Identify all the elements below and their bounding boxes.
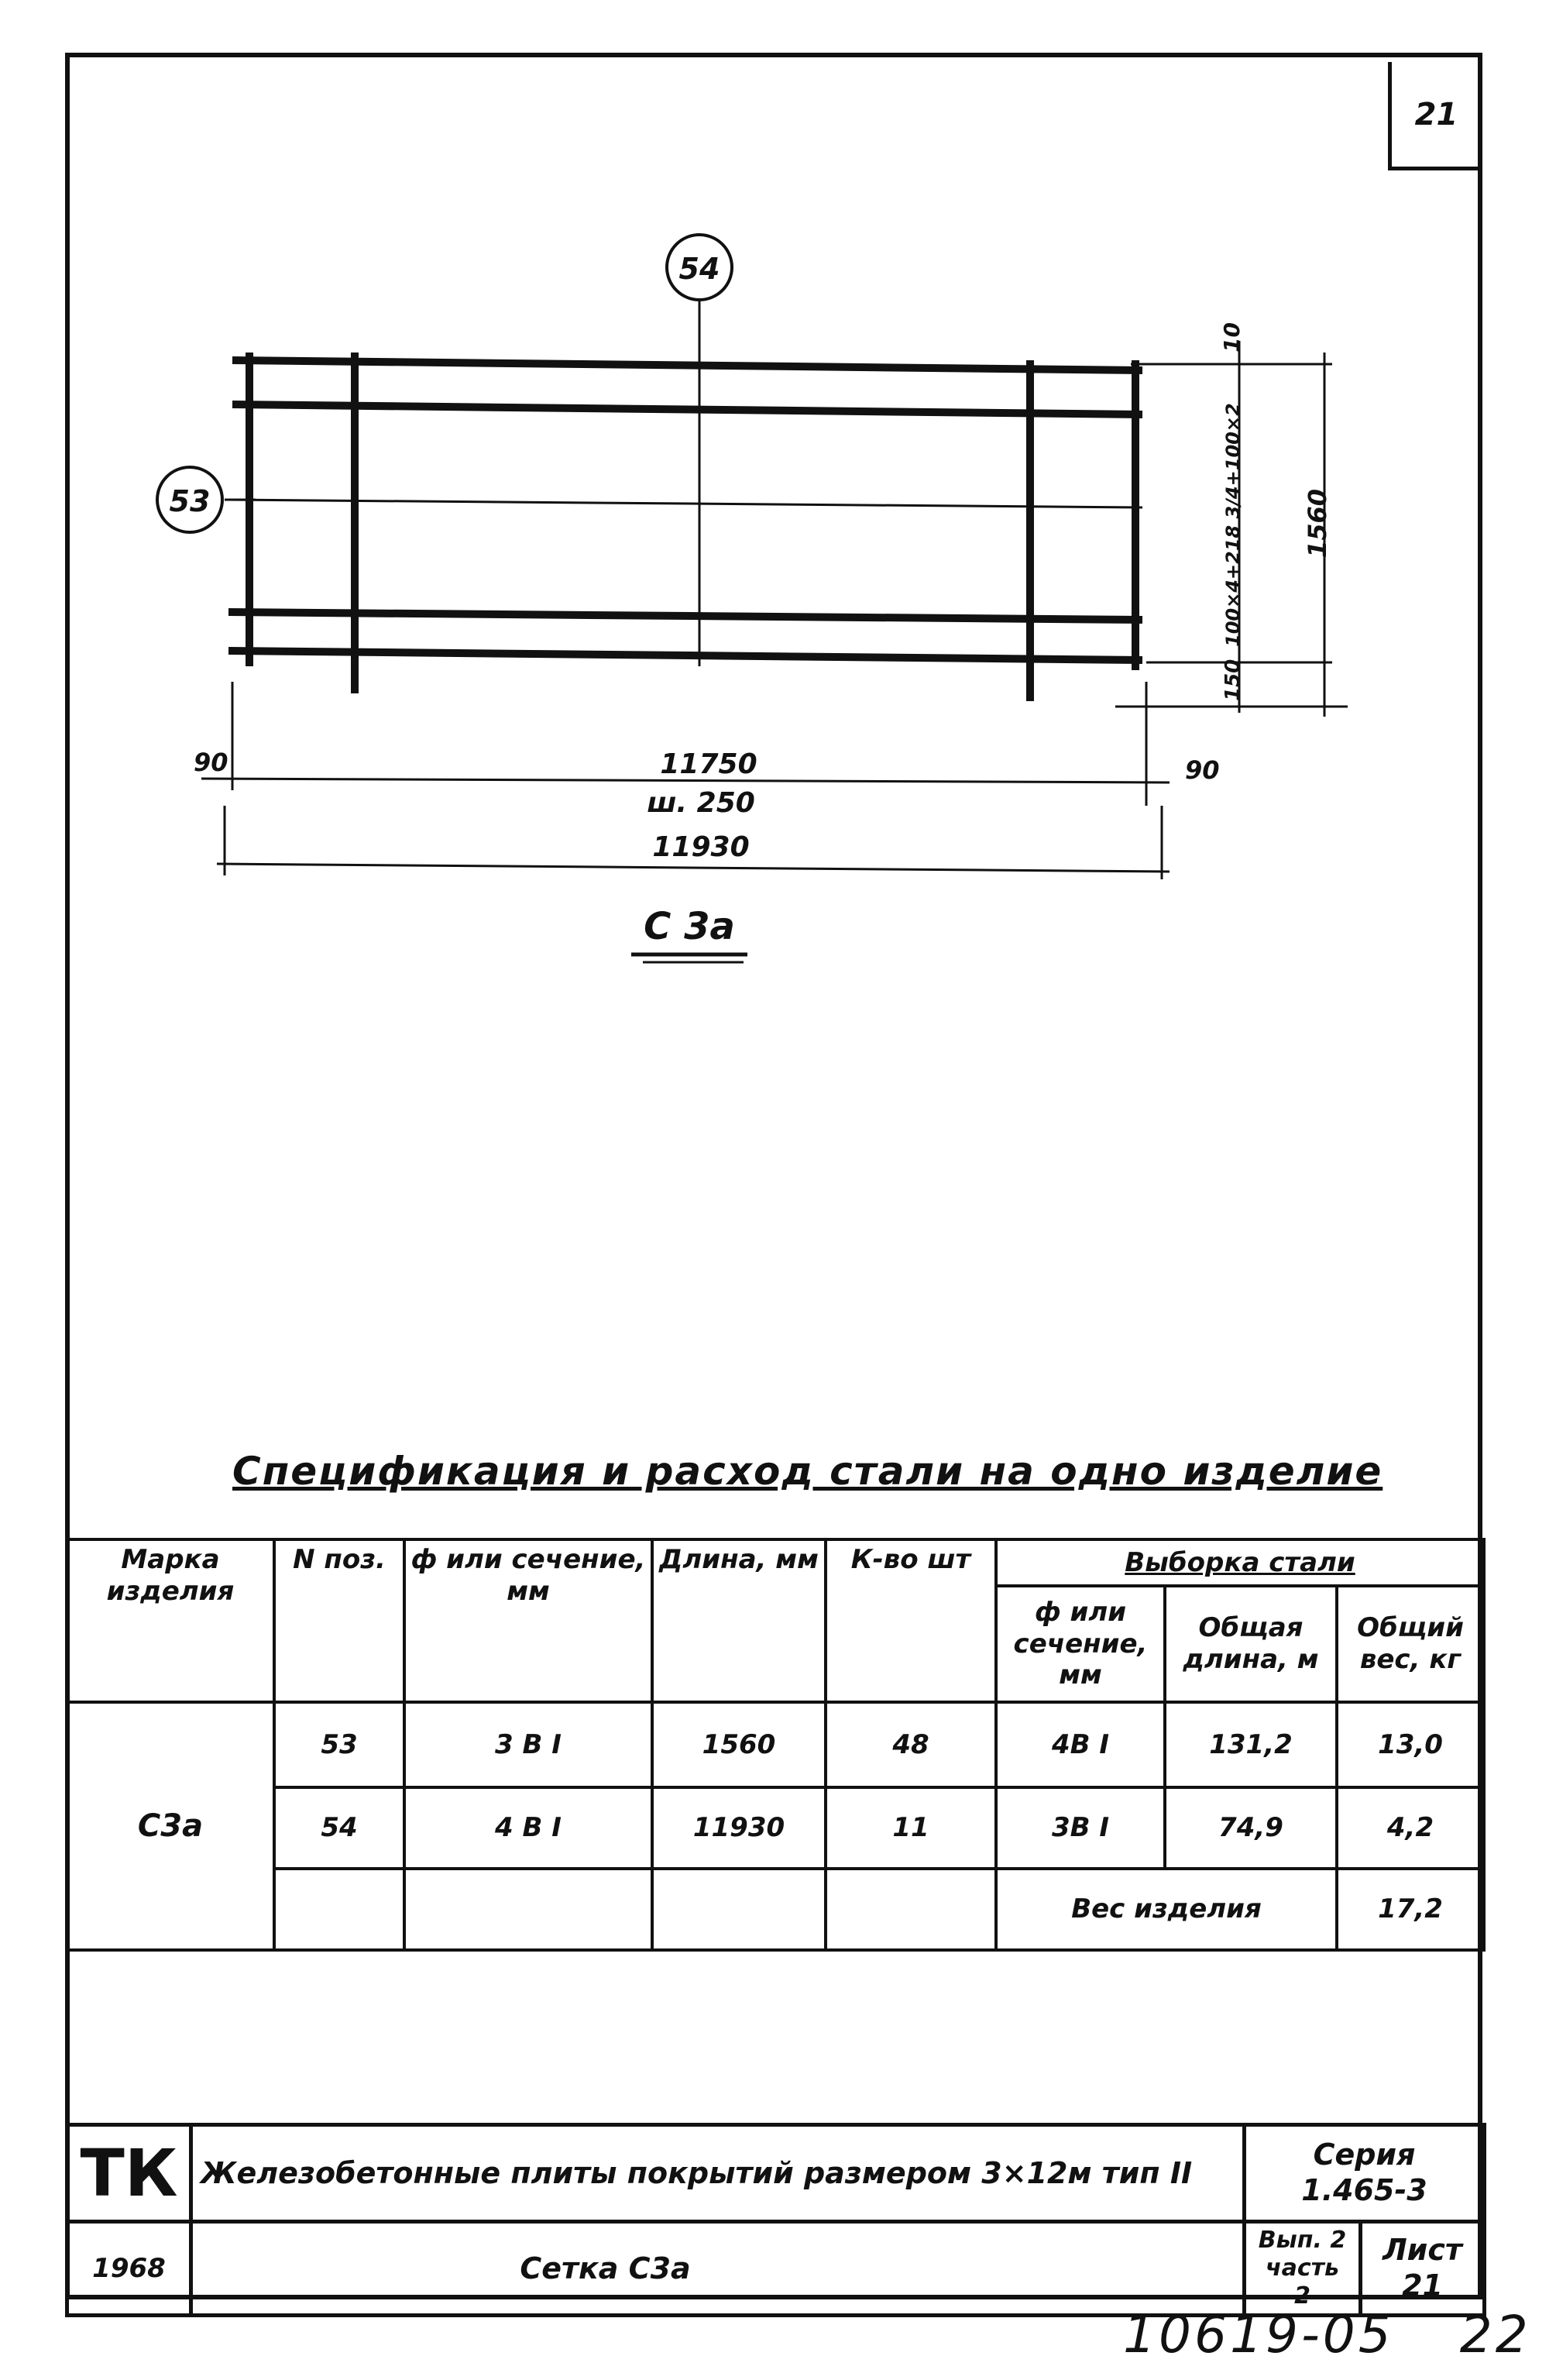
row2-v-section: 3В I bbox=[996, 1787, 1165, 1869]
stamp-series bbox=[1245, 2125, 1485, 2222]
mesh-drawing bbox=[0, 0, 1556, 1007]
header-v-weight: Общий вес, кг bbox=[1337, 1586, 1484, 1702]
dim-90-right: 90 bbox=[1185, 755, 1220, 785]
header-count: К-во шт bbox=[826, 1539, 996, 1702]
chast: часть 2 bbox=[1266, 2254, 1339, 2309]
stamp-vypusk bbox=[1245, 2222, 1361, 2316]
doc-number: 10619-05 bbox=[1123, 2305, 1394, 2365]
mark-cell: С3а bbox=[67, 1702, 274, 1950]
dim-step: ш. 250 bbox=[647, 787, 755, 819]
spec-table bbox=[65, 1538, 1486, 1952]
drawing-caption: С 3а bbox=[644, 905, 735, 948]
page-number: 22 bbox=[1459, 2305, 1531, 2365]
row1-count: 48 bbox=[826, 1702, 996, 1787]
dim-150: 150 bbox=[1221, 659, 1245, 701]
row1-v-section: 4В I bbox=[996, 1702, 1165, 1787]
row1-v-weight: 13,0 bbox=[1337, 1702, 1484, 1787]
weight-value: 17,2 bbox=[1337, 1869, 1484, 1950]
series-label: Серия bbox=[1313, 2138, 1416, 2172]
series-value: 1.465-3 bbox=[1301, 2173, 1427, 2207]
longitudinal-bar bbox=[232, 360, 1142, 370]
stamp-list bbox=[1361, 2222, 1485, 2316]
header-section: ф или сечение, мм bbox=[404, 1539, 652, 1702]
row1-section: 3 В I bbox=[404, 1702, 652, 1787]
longitudinal-bar bbox=[228, 651, 1142, 660]
row1-length: 1560 bbox=[652, 1702, 826, 1787]
row1-pos: 53 bbox=[274, 1702, 404, 1787]
dim-mid: 100×4+218 3/4+100×2 bbox=[1222, 403, 1244, 647]
longitudinal-bar-thin bbox=[228, 500, 1142, 507]
header-v-section: ф или сечение, мм bbox=[996, 1586, 1165, 1702]
document-number bbox=[1123, 2305, 1531, 2365]
row2-count: 11 bbox=[826, 1787, 996, 1869]
position-label-53: 53 bbox=[169, 484, 211, 518]
dim-90-left: 90 bbox=[194, 748, 228, 777]
stamp-title: Железобетонные плиты покрытий размером 3×12м тип II bbox=[191, 2125, 1245, 2222]
list-value: 21 bbox=[1402, 2268, 1443, 2303]
header-v-length: Общая длина, м bbox=[1165, 1586, 1337, 1702]
dim-1560: 1560 bbox=[1303, 488, 1332, 558]
position-label-54: 54 bbox=[678, 252, 720, 286]
row1-v-length: 131,2 bbox=[1165, 1702, 1337, 1787]
dim-11930: 11930 bbox=[652, 831, 750, 863]
row2-v-length: 74,9 bbox=[1165, 1787, 1337, 1869]
header-mark: Марка изделия bbox=[67, 1539, 274, 1702]
longitudinal-bar bbox=[228, 612, 1142, 620]
header-vyborka: Выборка стали bbox=[996, 1539, 1484, 1586]
stamp-year: 1968 bbox=[67, 2222, 191, 2316]
vyp: Вып. 2 bbox=[1258, 2227, 1347, 2254]
longitudinal-bar bbox=[232, 404, 1142, 414]
row2-v-weight: 4,2 bbox=[1337, 1787, 1484, 1869]
sheet-corner-number: 21 bbox=[1388, 62, 1481, 170]
spec-title: Спецификация и расход стали на одно изделие bbox=[232, 1449, 1383, 1494]
weight-label: Вес изделия bbox=[996, 1869, 1337, 1950]
header-length: Длина, мм bbox=[652, 1539, 826, 1702]
list-label: Лист bbox=[1383, 2233, 1462, 2268]
dim-11750: 11750 bbox=[660, 748, 757, 780]
row2-section: 4 В I bbox=[404, 1787, 652, 1869]
row2-pos: 54 bbox=[274, 1787, 404, 1869]
stamp-subtitle: Сетка С3а bbox=[191, 2222, 1245, 2316]
header-pos: N поз. bbox=[274, 1539, 404, 1702]
dim-10: 10 bbox=[1219, 322, 1245, 353]
title-block bbox=[65, 2123, 1482, 2309]
row2-length: 11930 bbox=[652, 1787, 826, 1869]
stamp-logo: ТК bbox=[67, 2125, 191, 2222]
